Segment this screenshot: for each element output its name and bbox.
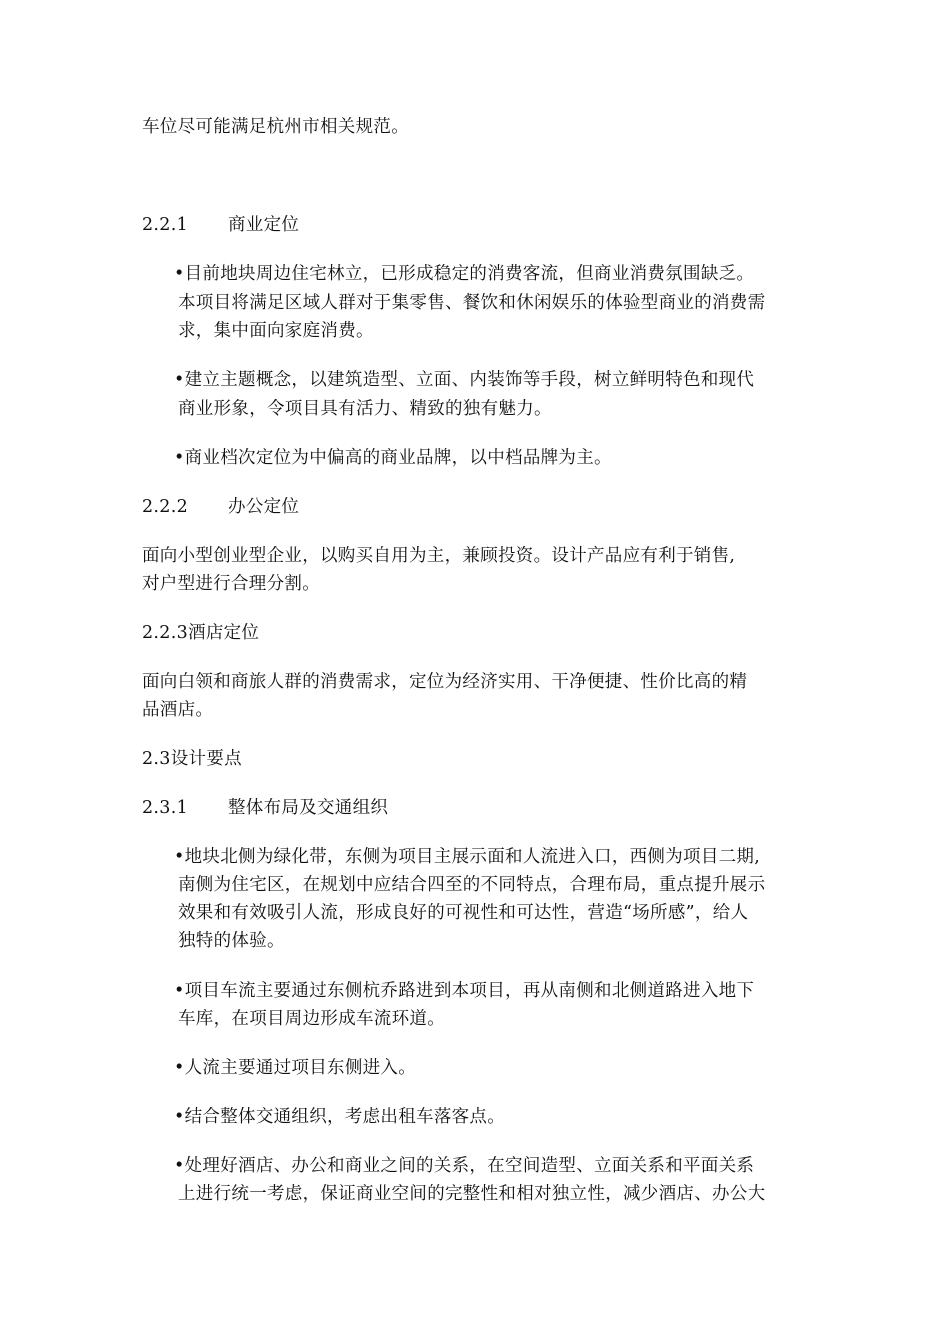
section-number: 2.2.2 xyxy=(142,497,189,517)
bullet-line: 独特的体验。 xyxy=(178,931,285,951)
bullet-line: •处理好酒店、办公和商业之间的关系，在空间造型、立面关系和平面关系 xyxy=(174,1156,755,1176)
bullet-line: 求，集中面向家庭消费。 xyxy=(178,321,374,341)
paragraph-line: 对户型进行合理分割。 xyxy=(142,574,320,594)
paragraph-line: 车位尽可能满足杭州市相关规范。 xyxy=(142,117,409,137)
bullet-line: •项目车流主要通过东侧杭乔路进到本项目，再从南侧和北侧道路进入地下 xyxy=(174,981,755,1001)
bullet-line: 效果和有效吸引人流，形成良好的可视性和可达性，营造“场所感”，给人 xyxy=(178,903,749,923)
bullet-line: 车库，在项目周边形成车流环道。 xyxy=(178,1009,445,1029)
bullet-line: •建立主题概念，以建筑造型、立面、内装饰等手段，树立鲜明特色和现代 xyxy=(174,370,755,390)
bullet-line: 本项目将满足区域人群对于集零售、餐饮和休闲娱乐的体验型商业的消费需 xyxy=(178,293,766,313)
section-heading-2-3: 2.3设计要点 xyxy=(142,749,242,769)
section-title: 整体布局及交通组织 xyxy=(228,798,389,818)
bullet-line: 南侧为住宅区，在规划中应结合四至的不同特点，合理布局，重点提升展示 xyxy=(178,875,766,895)
bullet-line: •目前地块周边住宅林立，已形成稳定的消费客流，但商业消费氛围缺乏。 xyxy=(174,264,755,284)
paragraph-line: 品酒店。 xyxy=(142,700,214,720)
paragraph-line: 面向白领和商旅人群的消费需求，定位为经济实用、干净便捷、性价比高的精 xyxy=(142,672,748,692)
bullet-line: 上进行统一考虑，保证商业空间的完整性和相对独立性，减少酒店、办公大 xyxy=(178,1184,766,1204)
section-heading-2-2-3: 2.2.3酒店定位 xyxy=(142,623,260,643)
paragraph-line: 面向小型创业型企业，以购买自用为主，兼顾投资。设计产品应有利于销售, xyxy=(142,546,736,566)
bullet-line: •地块北侧为绿化带，东侧为项目主展示面和人流进入口，西侧为项目二期, xyxy=(174,847,761,867)
section-title: 办公定位 xyxy=(228,497,300,517)
bullet-line: 商业形象，令项目具有活力、精致的独有魅力。 xyxy=(178,399,552,419)
section-heading-2-3-1 xyxy=(142,797,388,819)
section-number: 2.2.1 xyxy=(142,215,189,235)
section-title: 商业定位 xyxy=(228,215,300,235)
section-number: 2.3.1 xyxy=(142,798,189,818)
section-heading-2-2-1 xyxy=(142,214,299,236)
bullet-line: •结合整体交通组织，考虑出租车落客点。 xyxy=(174,1107,506,1127)
section-heading-2-2-2 xyxy=(142,496,299,518)
bullet-line: •商业档次定位为中偏高的商业品牌，以中档品牌为主。 xyxy=(174,448,612,468)
bullet-line: •人流主要通过项目东侧进入。 xyxy=(174,1058,417,1078)
